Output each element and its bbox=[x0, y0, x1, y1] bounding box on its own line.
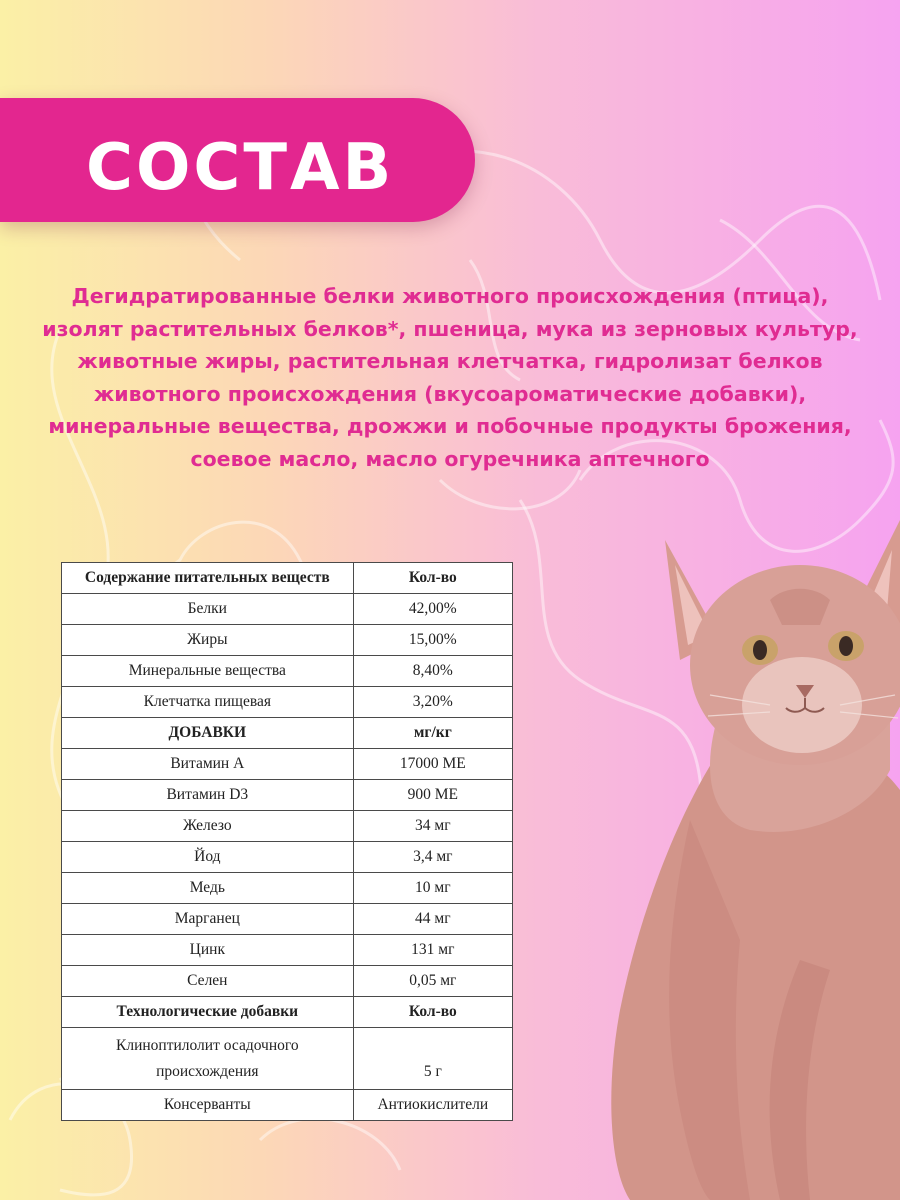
nutrient-name-cell: Клиноптилолит осадочного происхождения bbox=[62, 1028, 354, 1090]
nutrient-value-cell: 900 МЕ bbox=[353, 780, 512, 811]
nutrient-value-cell: 0,05 мг bbox=[353, 966, 512, 997]
table-row bbox=[62, 873, 513, 904]
nutrient-name-cell: Клетчатка пищевая bbox=[62, 687, 354, 718]
nutrient-value-cell: мг/кг bbox=[353, 718, 512, 749]
table-header-row bbox=[62, 718, 513, 749]
nutrient-value-cell: 10 мг bbox=[353, 873, 512, 904]
table-row bbox=[62, 811, 513, 842]
ingredients-description: Дегидратированные белки животного происхождения (птица), изолят растительных белков*, пшеница, мука из зерновых культур, животные жиры, растительная клетчатка, гидролизат белков животного происхождения (вкусоароматические добавки), минеральные вещества, дрожжи и побочные продукты брожения, соевое масло, масло огуречника аптечного bbox=[42, 284, 858, 471]
page-title: СОСТАВ bbox=[86, 131, 395, 205]
table-row bbox=[62, 687, 513, 718]
nutrient-name-cell: Марганец bbox=[62, 904, 354, 935]
nutrient-name-cell: ДОБАВКИ bbox=[62, 718, 354, 749]
nutrient-value-cell: Антиокислители bbox=[353, 1090, 512, 1121]
table-row bbox=[62, 656, 513, 687]
nutrient-value-cell: 131 мг bbox=[353, 935, 512, 966]
table-header-row bbox=[62, 997, 513, 1028]
table-header-row bbox=[62, 563, 513, 594]
table-row bbox=[62, 625, 513, 656]
nutrient-value-cell: 42,00% bbox=[353, 594, 512, 625]
nutrition-table bbox=[61, 562, 513, 1121]
nutrient-name-cell: Медь bbox=[62, 873, 354, 904]
nutrient-value-cell: Кол-во bbox=[353, 997, 512, 1028]
nutrient-value-cell: 17000 МЕ bbox=[353, 749, 512, 780]
nutrient-value-cell: 3,4 мг bbox=[353, 842, 512, 873]
nutrient-value-cell: Кол-во bbox=[353, 563, 512, 594]
nutrient-name-cell: Витамин А bbox=[62, 749, 354, 780]
table-row bbox=[62, 780, 513, 811]
nutrient-name-cell: Витамин D3 bbox=[62, 780, 354, 811]
table-row bbox=[62, 966, 513, 997]
table-row bbox=[62, 1028, 513, 1090]
table-row bbox=[62, 594, 513, 625]
nutrient-name-cell: Селен bbox=[62, 966, 354, 997]
nutrient-name-cell: Консерванты bbox=[62, 1090, 354, 1121]
nutrient-value-cell: 5 г bbox=[353, 1028, 512, 1090]
nutrient-name-cell: Содержание питательных веществ bbox=[62, 563, 354, 594]
abyssinian-cat-photo bbox=[570, 490, 900, 1200]
nutrient-value-cell: 3,20% bbox=[353, 687, 512, 718]
table-row bbox=[62, 935, 513, 966]
table-row bbox=[62, 749, 513, 780]
nutrient-value-cell: 34 мг bbox=[353, 811, 512, 842]
nutrient-name-cell: Цинк bbox=[62, 935, 354, 966]
nutrient-name-cell: Железо bbox=[62, 811, 354, 842]
nutrient-name-cell: Белки bbox=[62, 594, 354, 625]
table-row bbox=[62, 1090, 513, 1121]
table-row bbox=[62, 904, 513, 935]
nutrient-value-cell: 44 мг bbox=[353, 904, 512, 935]
nutrient-name-cell: Минеральные вещества bbox=[62, 656, 354, 687]
table-row bbox=[62, 842, 513, 873]
nutrient-value-cell: 8,40% bbox=[353, 656, 512, 687]
nutrient-name-cell: Жиры bbox=[62, 625, 354, 656]
nutrient-name-cell: Йод bbox=[62, 842, 354, 873]
nutrient-value-cell: 15,00% bbox=[353, 625, 512, 656]
nutrient-name-cell: Технологические добавки bbox=[62, 997, 354, 1028]
